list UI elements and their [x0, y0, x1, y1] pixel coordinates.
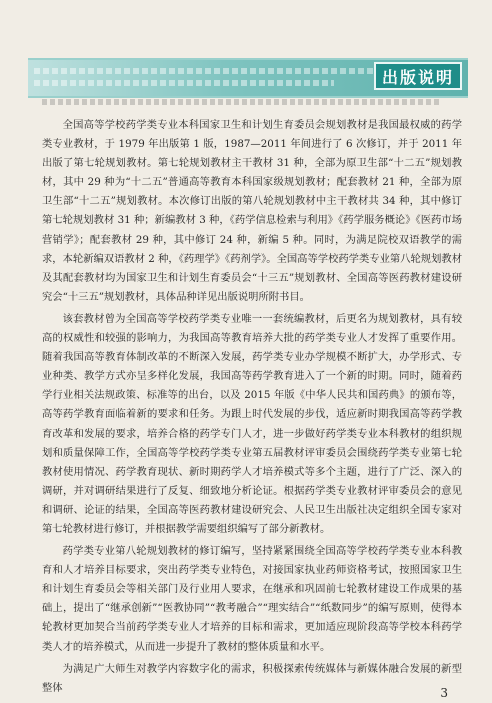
paragraph: 该套教材曾为全国高等学校药学类专业唯一一套统编教材，后更名为规划教材，具有较高的权威性和较强的影响力，为我国高等教育培养大批的药学类专业人才发挥了重要作用。随着我国高等教育体制改革的不断深入发展，药学类专业办学规模不断扩大，办学形式、专业种类、教学方式亦呈多样化发展，我国高等药学教育进入了一个新的时期。同时，随着药学行业相关法规政策、标准等的出台，以及 2015 年版《中华人民共和国药典》的颁布等，高等药学教育面临着新的要求和任务。为跟上时代发展的步伐，适应新时期我国高等药学教育改革和发展的要求，培养合格的药学专门人才，进一步做好药学类专业本科教材的组织规划和质量保障工作，全国高等学校药学类专业第五届教材评审委员会围绕药学类专业第七轮教材使用情况、药学教育现状、新时期药学人才培养模式等多个主题，进行了广泛、深入的调研，并对调研结果进行了反复、细致地分析论证。根据药学类专业教材评审委员会的意见和调研、论证的结果，全国高等医药教材建设研究会、人民卫生出版社决定组织全国专家对第七轮教材进行修订，并根据教学需要组织编写了部分新教材。: [42, 312, 462, 535]
paragraph: 为满足广大师生对教学内容数字化的需求，积极探索传统媒体与新媒体融合发展的新型整体: [42, 662, 462, 694]
header-ghost-text: [34, 80, 334, 86]
bleed-through-text: [42, 99, 442, 105]
paragraph: 药学类专业第八轮规划教材的修订编写，坚持紧紧围绕全国高等学校药学类专业本科教育和人才培养目标要求，突出药学类专业特色，对接国家执业药师资格考试，按照国家卫生和计划生育委员会等相关部门及行业用人要求，在继承和巩固前七轮教材建设工作成果的基础上，提出了“继承创新”“医教协同”“教考融合”“理实结合”“纸数同步”的编写原则，使得本轮教材更加契合当前药学类专业人才培养的目标和需求，更加适应现阶段高等学校本科药学类人才的培养模式，从而进一步提升了教材的整体质量和水平。: [42, 545, 462, 653]
body-text: [42, 116, 462, 701]
section-title: 出版说明: [376, 64, 460, 88]
page-number: 3: [440, 686, 448, 700]
header-ghost-text: [34, 68, 374, 74]
paragraph: 全国高等学校药学类专业本科国家卫生和计划生育委员会规划教材是我国最权威的药学类专业教材，于 1979 年出版第 1 版，1987—2011 年间进行了 6 次修订，并于 2011 年出版了第七轮规划教材。第七轮规划教材主干教材 31 种，全部为原卫生部“十二五”规划教材，其中 29 种为“十二五”普通高等教育本科国家级规划教材；配套教材 21 种，全部为原卫生部“十二五”规划教材。本次修订出版的第八轮规划教材中主干教材共 34 种，其中修订第七轮规划教材 31 种；新编教材 3 种，《药学信息检索与利用》《药学服务概论》《医药市场营销学》；配套教材 29 种，其中修订 24 种，新编 5 种。同时，为满足院校双语教学的需求，本轮新编双语教材 2 种，《药理学》《药剂学》。全国高等学校药学类专业第八轮规划教材及其配套教材均为国家卫生和计划生育委员会“十三五”规划教材、全国高等医药教材建设研究会“十三五”规划教材，具体品种详见出版说明所附书目。: [42, 119, 462, 303]
